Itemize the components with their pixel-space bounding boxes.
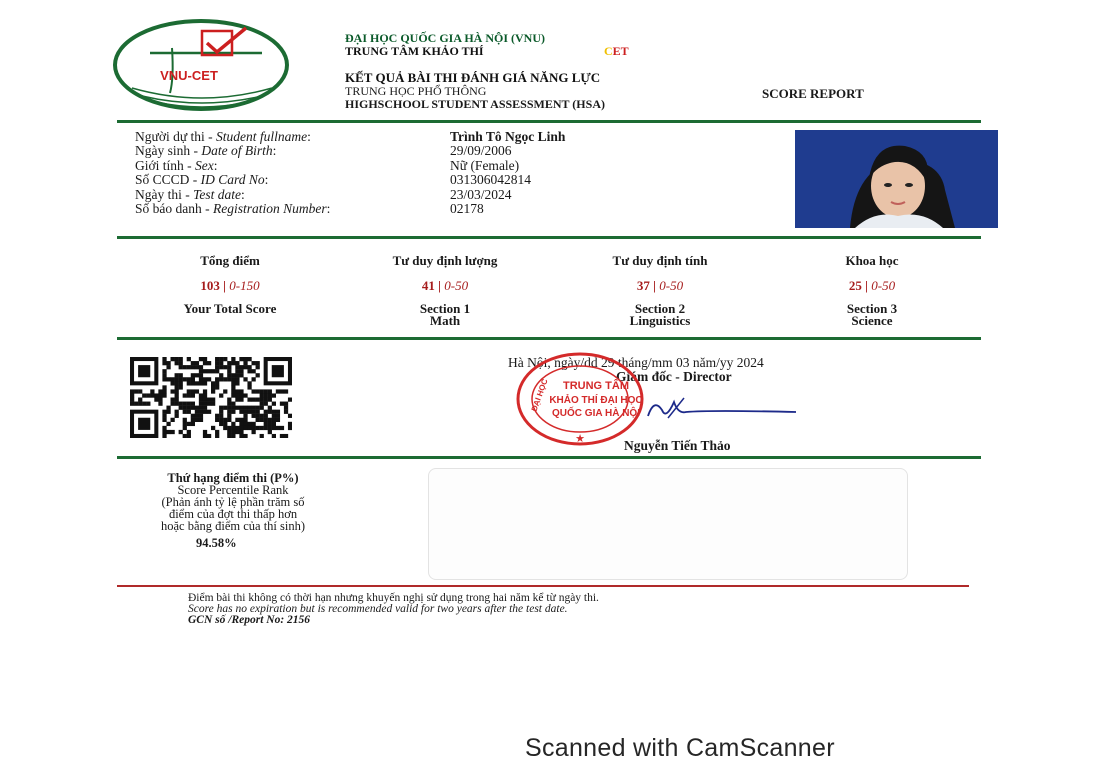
cet-c: C [604,44,613,58]
result-subtitle: TRUNG HỌC PHỔ THÔNG [345,84,487,98]
reg-label: Số báo danh - Registration Number: [135,201,331,216]
score-en-label: Section 3 [846,301,898,316]
percentile-title: Thứ hạng điểm thi (P%) [167,471,299,485]
score-title: Tư duy định lượng [392,253,498,268]
percentile-desc-2: điểm của đợt thi thấp hơn [168,507,298,521]
issue-date: Hà Nội, ngày/dd 29 tháng/mm 03 năm/yy 2024 [508,355,764,370]
director-name: Nguyễn Tiến Thảo [624,438,731,453]
score-en-subject: Linguistics [629,313,691,328]
score-en-subject: Math [429,313,461,328]
stamp-line-2: KHẢO THÍ ĐẠI HỌC [549,395,643,406]
percentile-block [108,472,358,532]
camscanner-watermark: Scanned with CamScanner [525,734,835,762]
score-en-label: Your Total Score [183,301,277,316]
stamp-line-1: TRUNG TÂM [563,380,629,392]
divider-scores [117,337,981,340]
score-value: 25 | 0-50 [848,278,896,293]
director-title: Giám đốc - Director [616,369,732,384]
sex-value: Nữ (Female) [450,158,520,173]
score-section-1 [355,253,535,327]
percentile-desc-1: (Phản ánh tỷ lệ phần trăm số [161,495,305,509]
center-name: TRUNG TÂM KHẢO THÍ [345,44,484,58]
reg-value: 02178 [450,201,484,216]
candidate-photo [795,130,998,228]
sex-label: Giới tính - Sex: [135,158,218,173]
director-signature [640,392,800,428]
dob-value: 29/09/2006 [450,143,512,158]
note-english: Score has no expiration but is recommended valid for two years after the test date. [188,603,568,615]
result-title: KẾT QUẢ BÀI THI ĐÁNH GIÁ NĂNG LỰC [345,70,601,85]
score-report-label: SCORE REPORT [762,86,864,101]
cet-mark [604,44,629,59]
university-name: ĐẠI HỌC QUỐC GIA HÀ NỘI (VNU) [345,31,546,45]
fullname-label: Người dự thi - Student fullname: [135,129,311,144]
divider-info [117,236,981,239]
vnu-cet-logo [112,18,290,112]
percentile-desc-3: hoặc bằng điểm của thí sinh) [160,519,306,533]
percentile-value: 94.58% [196,536,237,550]
score-value: 37 | 0-50 [636,278,684,293]
divider-footer [117,585,969,587]
id-value: 031306042814 [450,172,531,187]
score-title: Tổng điểm [200,253,260,268]
stamp-star-icon: ★ [575,432,585,445]
testdate-label: Ngày thi - Test date: [135,187,245,202]
assessment-name: HIGHSCHOOL STUDENT ASSESSMENT (HSA) [345,97,605,111]
score-title: Khoa học [845,253,899,268]
blank-panel [428,468,908,580]
score-section-2 [570,253,750,327]
score-value: 103 | 0-150 [200,278,260,293]
divider-top [117,120,981,123]
stamp-ring-text: ĐẠI HỌC [529,377,550,413]
percentile-title-en: Score Percentile Rank [177,483,289,497]
score-section-3 [782,253,962,327]
score-en-label: Section 1 [419,301,471,316]
score-total [140,253,320,315]
score-en-subject: Science [851,313,893,328]
testdate-value: 23/03/2024 [450,187,512,202]
report-number: GCN số /Report No: 2156 [188,614,311,626]
score-title: Tư duy định tính [612,253,708,268]
fullname-value: Trình Tô Ngọc Linh [450,129,566,144]
divider-signature [117,456,981,459]
id-label: Số CCCD - ID Card No: [135,172,269,187]
dob-label: Ngày sinh - Date of Birth: [135,143,277,158]
qr-code [130,357,292,438]
score-en-label: Section 2 [634,301,686,316]
note-vietnamese: Điểm bài thi không có thời hạn nhưng khuyến nghị sử dụng trong hai năm kể từ ngày thi. [188,592,599,604]
stamp-line-3: QUỐC GIA HÀ NỘI [552,408,640,419]
score-value: 41 | 0-50 [421,278,469,293]
cet-et: ET [612,44,629,58]
official-stamp [516,352,646,447]
logo-text: VNU-CET [160,68,218,83]
